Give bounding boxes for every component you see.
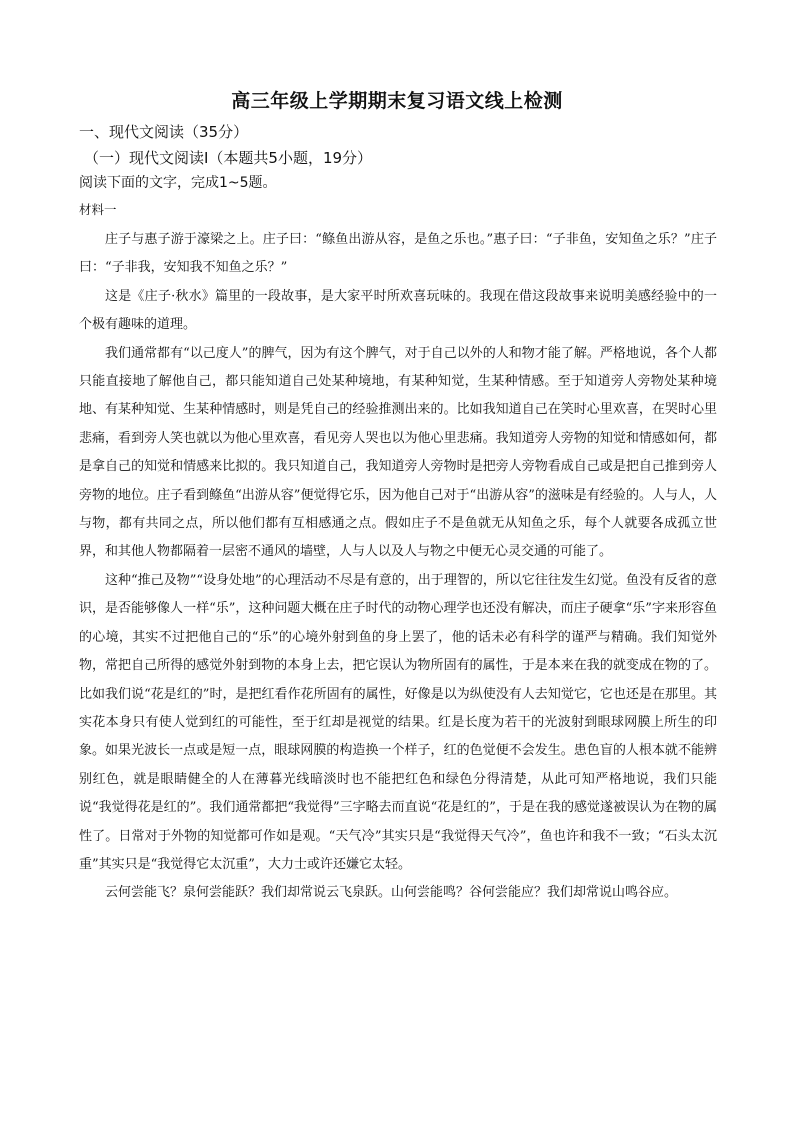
subsection-heading: （一）现代文阅读Ⅰ（本题共5小题，19分）: [84, 149, 373, 167]
paragraph: 这种“推己及物”“设身处地”的心理活动不尽是有意的，出于理智的，所以它往往发生幻觉。鱼没有反省的意识，是否能够像人一样“乐”，这种问题大概在庄子时代的动物心理学也还没有解决，而庄子硬拿“乐”字来形容鱼的心境，其实不过把他自己的“乐”的心境外射到鱼的身上罢了，他的话未必有科学的谨严与精确。我们知觉外物，常把自己所得的感觉外射到物的本身上去，把它误认为物所固有的属性，于是本来在我的就变成在物的了。比如我们说“花是红的”时，是把红看作花所固有的属性，好像是以为纵使没有人去知觉它，它也还是在那里。其实花本身只有使人觉到红的可能性，至于红却是视觉的结果。红是长度为若干的光波射到眼球网膜上所生的印象。如果光波长一点或是短一点，眼球网膜的构造换一个样子，红的色觉便不会发生。患色盲的人根本就不能辨别红色，就是眼睛健全的人在薄暮光线暗淡时也不能把红色和绿色分得清楚，从此可知严格地说，我们只能说“我觉得花是红的”。我们通常都把“我觉得”三字略去而直说“花是红的”，于是在我的感觉遂被误认为在物的属性了。日常对于外物的知觉都可作如是观。“天气冷”其实只是“我觉得天气冷”，鱼也许和我不一致；“石头太沉重”其实只是“我觉得它太沉重”，大力士或许还嫌它太轻。: [79, 572, 717, 872]
instruction-text: 阅读下面的文字，完成1~5题。: [79, 175, 277, 191]
paragraph: 云何尝能飞？泉何尝能跃？我们却常说云飞泉跃。山何尝能鸣？谷何尝能应？我们却常说山鸣谷应。: [105, 885, 678, 901]
material-label: 材料一: [79, 202, 117, 217]
paragraph: 我们通常都有“以己度人”的脾气，因为有这个脾气，对于自己以外的人和物才能了解。严格地说，各个人都只能直接地了解他自己，都只能知道自己处某种境地，有某种知觉，生某种情感。至于知道旁人旁物处某种境地、有某种知觉、生某种情感时，则是凭自己的经验推测出来的。比如我知道自己在笑时心里欢喜，在哭时心里悲痛，看到旁人笑也就以为他心里欢喜，看见旁人哭也以为他心里悲痛。我知道旁人旁物的知觉和情感如何，都是拿自己的知觉和情感来比拟的。我只知道自己，我知道旁人旁物时是把旁人旁物看成自己或是把自己推到旁人旁物的地位。庄子看到鲦鱼“出游从容”便觉得它乐，因为他自己对于“出游从容”的滋味是有经验的。人与人，人与物，都有共同之点，所以他们都有互相感通之点。假如庄子不是鱼就无从知鱼之乐，每个人就要各成孤立世界，和其他人物都隔着一层密不通风的墙壁，人与人以及人与物之中便无心灵交通的可能了。: [79, 345, 717, 560]
section-heading: 一、现代文阅读（35分）: [79, 123, 249, 141]
paragraph: 庄子与惠子游于濠梁之上。庄子曰：“鲦鱼出游从容，是鱼之乐也。”惠子曰：“子非鱼，安知鱼之乐？”庄子曰：“子非我，安知我不知鱼之乐？”: [79, 232, 717, 276]
article-body: [79, 226, 717, 908]
page-title: 高三年级上学期期末复习语文线上检测: [231, 90, 563, 112]
paragraph: 这是《庄子·秋水》篇里的一段故事，是大家平时所欢喜玩味的。我现在借这段故事来说明美感经验中的一个极有趣味的道理。: [79, 288, 717, 333]
